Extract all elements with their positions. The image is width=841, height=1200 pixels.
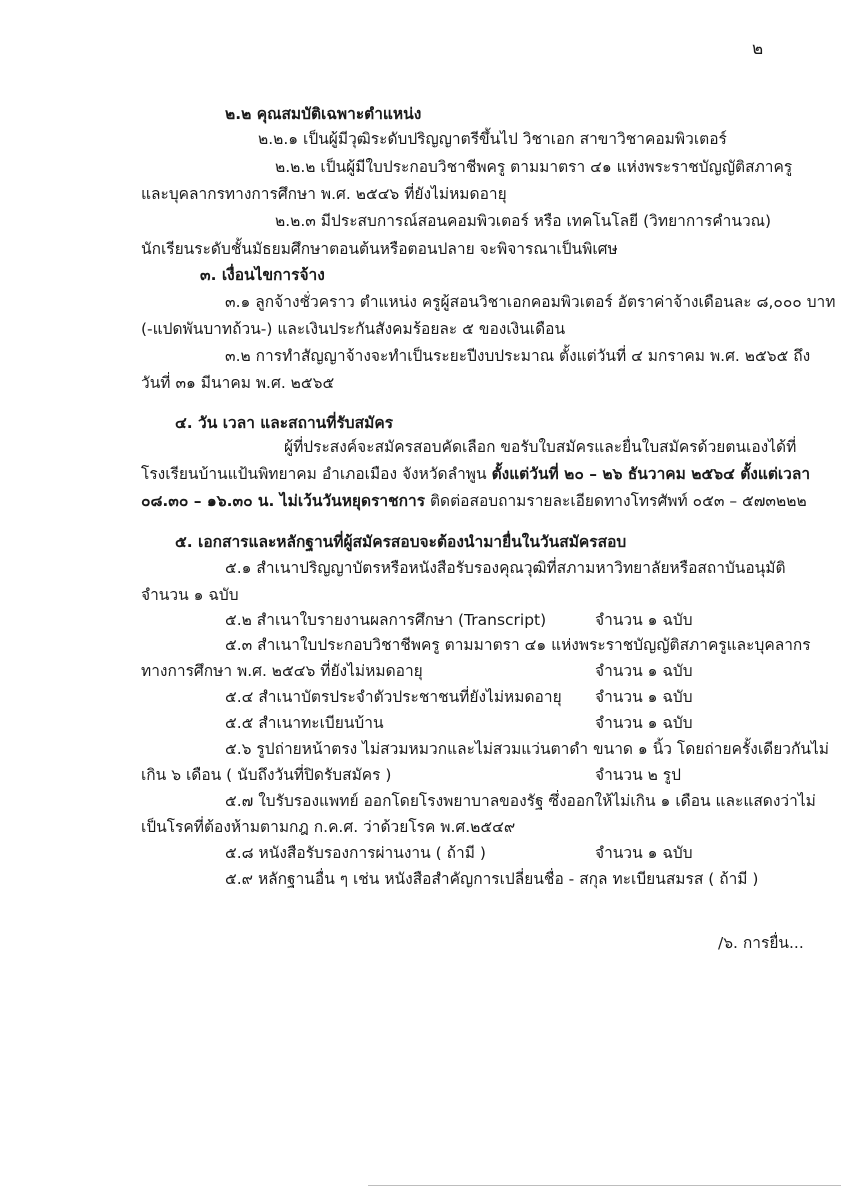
item-3-1-line2: (-แปดพันบาทถ้วน-) และเงินประกันสังคมร้อยละ ๕ ของเงินเดือน: [141, 320, 566, 338]
item-5-6-quantity: จำนวน ๒ รูป: [595, 766, 681, 784]
item-3-1-line1: ๓.๑ ลูกจ้างชั่วคราว ตำแหน่ง ครูผู้สอนวิชาเอกคอมพิวเตอร์ อัตราค่าจ้างเดือนละ ๘,๐๐๐ บาท: [225, 293, 836, 311]
application-hours-text: ๐๘.๓๐ – ๑๖.๓๐ น. ไม่เว้นวันหยุดราชการ: [141, 492, 426, 510]
item-5-1-line1: ๕.๑ สำเนาปริญญาบัตรหรือหนังสือรับรองคุณวุฒิที่สภามหาวิทยาลัยหรือสถาบันอนุมัติ: [225, 559, 786, 577]
item-5-3-line2: ทางการศึกษา พ.ศ. ๒๕๔๖ ที่ยังไม่หมดอายุ: [141, 662, 423, 680]
section-3-heading: ๓. เงื่อนไขการจ้าง: [200, 266, 325, 284]
item-5-7-line1: ๕.๗ ใบรับรองแพทย์ ออกโดยโรงพยาบาลของรัฐ ซึ่งออกให้ไม่เกิน ๑ เดือน และแสดงว่าไม่: [225, 792, 816, 810]
item-5-7-line2: เป็นโรคที่ต้องห้ามตามกฎ ก.ค.ศ. ว่าด้วยโรค พ.ศ.๒๕๔๙: [141, 818, 516, 836]
item-5-4-quantity: จำนวน ๑ ฉบับ: [595, 688, 693, 706]
item-5-6-line2: เกิน ๖ เดือน ( นับถึงวันที่ปิดรับสมัคร ): [141, 766, 392, 784]
item-2-2-3-line2: นักเรียนระดับชั้นมัธยมศึกษาตอนต้นหรือตอนปลาย จะพิจารณาเป็นพิเศษ: [141, 240, 618, 258]
item-2-2-2-line2: และบุคลากรทางการศึกษา พ.ศ. ๒๕๔๖ ที่ยังไม่หมดอายุ: [141, 185, 507, 203]
item-5-5-quantity: จำนวน ๑ ฉบับ: [595, 714, 693, 732]
item-5-9: ๕.๙ หลักฐานอื่น ๆ เช่น หนังสือสำคัญการเปลี่ยนชื่อ - สกุล ทะเบียนสมรส ( ถ้ามี ): [225, 870, 759, 888]
item-5-8: ๕.๘ หนังสือรับรองการผ่านงาน ( ถ้ามี ): [225, 844, 486, 862]
item-5-5: ๕.๕ สำเนาทะเบียนบ้าน: [225, 714, 384, 732]
section-2-2-heading: ๒.๒ คุณสมบัติเฉพาะตำแหน่ง: [225, 105, 422, 123]
continuation-marker: /๖. การยื่น...: [718, 934, 804, 952]
section-4-heading: ๔. วัน เวลา และสถานที่รับสมัคร: [175, 414, 394, 432]
item-3-2-line1: ๓.๒ การทำสัญญาจ้างจะทำเป็นระยะปีงบประมาณ ตั้งแต่วันที่ ๔ มกราคม พ.ศ. ๒๕๖๕ ถึง: [225, 347, 811, 365]
item-5-6-line1: ๕.๖ รูปถ่ายหน้าตรง ไม่สวมหมวกและไม่สวมแว่นตาดำ ขนาด ๑ นิ้ว โดยถ่ายครั้งเดียวกันไม่: [225, 740, 829, 758]
section-5-heading: ๕. เอกสารและหลักฐานที่ผู้สมัครสอบจะต้องนำมายื่นในวันสมัครสอบ: [175, 533, 627, 551]
item-5-2-quantity: จำนวน ๑ ฉบับ: [595, 611, 693, 629]
item-5-3-quantity: จำนวน ๑ ฉบับ: [595, 662, 693, 680]
item-2-2-1: ๒.๒.๑ เป็นผู้มีวุฒิระดับปริญญาตรีขึ้นไป วิชาเอก สาขาวิชาคอมพิวเตอร์: [258, 130, 727, 148]
item-5-2: ๕.๒ สำเนาใบรายงานผลการศึกษา (Transcript): [225, 611, 547, 629]
item-5-3-line1: ๕.๓ สำเนาใบประกอบวิชาชีพครู ตามมาตรา ๔๑ แห่งพระราชบัญญัติสภาครูและบุคลากร: [225, 636, 811, 654]
item-2-2-3-line1: ๒.๒.๓ มีประสบการณ์สอนคอมพิวเตอร์ หรือ เทคโนโลยี (วิทยาการคำนวณ): [275, 212, 772, 230]
item-2-2-2-line1: ๒.๒.๒ เป็นผู้มีใบประกอบวิชาชีพครู ตามมาตรา ๔๑ แห่งพระราชบัญญัติสภาครู: [275, 158, 793, 176]
item-5-1-line2: จำนวน ๑ ฉบับ: [141, 586, 239, 604]
item-5-8-quantity: จำนวน ๑ ฉบับ: [595, 844, 693, 862]
school-location-text: โรงเรียนบ้านแป้นพิทยาคม อำเภอเมือง จังหวัดลำพูน: [141, 465, 492, 483]
item-3-2-line2: วันที่ ๓๑ มีนาคม พ.ศ. ๒๕๖๕: [141, 374, 335, 392]
scan-edge-line: [368, 1185, 841, 1186]
section-4-para-line2: [141, 463, 810, 485]
application-dates-text: ตั้งแต่วันที่ ๒๐ – ๒๖ ธันวาคม ๒๕๖๔ ตั้งแต่เวลา: [491, 465, 811, 483]
page-number: ๒: [752, 39, 764, 59]
section-4-para-line3: [141, 490, 807, 512]
contact-phone-text: ติดต่อสอบถามรายละเอียดทางโทรศัพท์ ๐๕๓ – ๕๗๓๒๒๒: [425, 492, 807, 510]
item-5-4: ๕.๔ สำเนาบัตรประจำตัวประชาชนที่ยังไม่หมดอายุ: [225, 688, 562, 706]
section-4-para-line1: ผู้ที่ประสงค์จะสมัครสอบคัดเลือก ขอรับใบสมัครและยื่นใบสมัครด้วยตนเองได้ที่: [284, 438, 797, 456]
